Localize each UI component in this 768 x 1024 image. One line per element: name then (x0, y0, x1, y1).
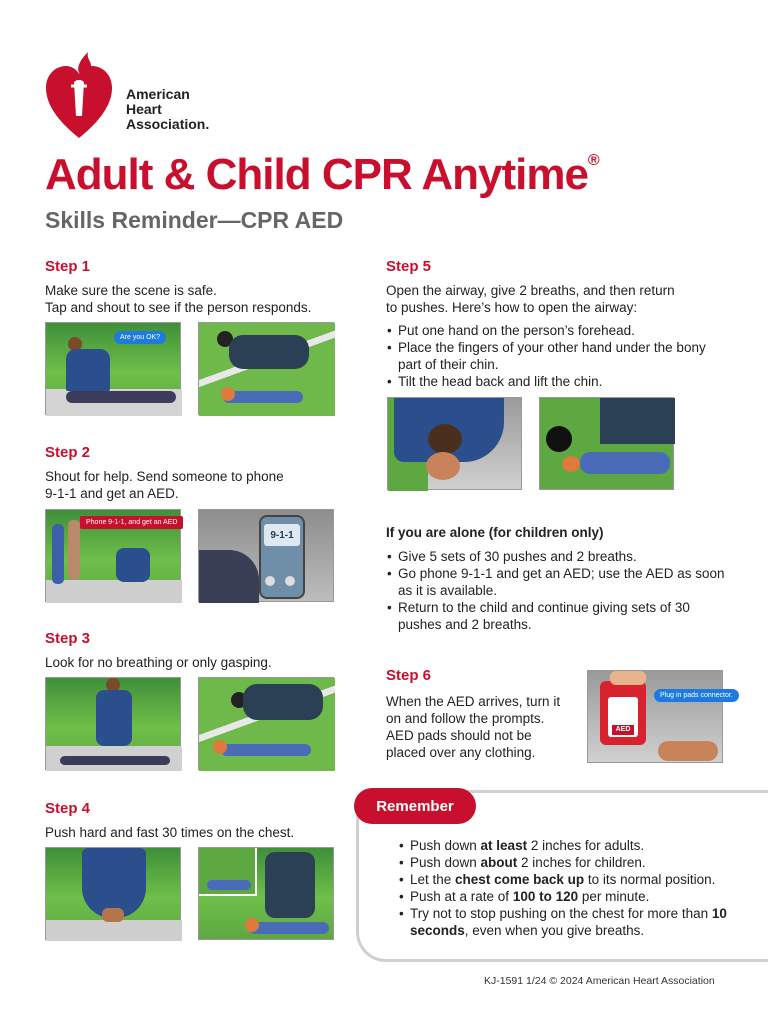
step-5-heading: Step 5 (386, 258, 432, 275)
step-6-line-4: placed over any clothing. (386, 745, 536, 760)
step-1-image-a (45, 322, 181, 415)
step-6-speech-bubble: Plug in pads connector. (654, 689, 739, 702)
remember-3-bold: chest come back up (455, 872, 585, 887)
remember-1-post: 2 inches for adults. (527, 838, 645, 853)
step-5-bullet-2: • Place the fingers of your other hand under the bony part of their chin. (398, 339, 728, 373)
remember-tab: Remember (354, 788, 476, 824)
remember-item-4 (410, 888, 750, 905)
title-text: Adult & Child CPR Anytime (45, 150, 588, 199)
step-2-heading: Step 2 (45, 444, 91, 461)
alone-bullet-3: • Return to the child and continue giving sets of 30 pushes and 2 breaths. (398, 599, 728, 633)
speaker-icon (265, 576, 275, 586)
phone-screen-label: 9-1-1 (264, 524, 300, 546)
phone-call-icon (285, 576, 295, 586)
logo-wordmark (126, 87, 209, 132)
remember-2-post: 2 inches for children. (517, 855, 646, 870)
step-4-heading: Step 4 (45, 800, 91, 817)
step-3-line-1: Look for no breathing or only gasping. (45, 655, 272, 670)
aha-logo (44, 46, 114, 140)
remember-item-3 (410, 871, 750, 888)
step-6-line-1: When the AED arrives, turn it (386, 694, 561, 709)
remember-item-5 (410, 905, 750, 939)
step-2-callout: Phone 9-1-1, and get an AED (80, 516, 183, 529)
remember-1-bold: at least (480, 838, 528, 853)
step-5-text (386, 282, 675, 316)
step-1-text (45, 282, 311, 316)
step-5-line-1: Open the airway, give 2 breaths, and then return (386, 283, 675, 298)
step-6-line-3: AED pads should not be (386, 728, 532, 743)
step-2-image-a (45, 509, 181, 602)
step-1-speech-bubble: Are you OK? (114, 331, 166, 344)
remember-list (398, 837, 750, 939)
step-5-bullet-3: • Tilt the head back and lift the chin. (398, 373, 728, 390)
page-title (45, 150, 599, 200)
remember-4-post: per minute. (578, 889, 650, 904)
alone-heading: If you are alone (for children only) (386, 525, 604, 540)
step-2-image-b (198, 509, 334, 602)
logo-line-2: Heart (126, 101, 162, 117)
footer-copyright: KJ-1591 1/24 © 2024 American Heart Association (484, 975, 715, 987)
logo-line-1: American (126, 86, 190, 102)
step-3-image-a (45, 677, 181, 770)
step-3-image-b (198, 677, 334, 770)
step-1-image-b (198, 322, 334, 415)
step-3-heading: Step 3 (45, 630, 91, 647)
step-6-image (587, 670, 733, 763)
remember-4-pre: Push at a rate of (410, 889, 513, 904)
step-5-image-a (387, 397, 522, 490)
remember-3-post: to its normal position. (584, 872, 716, 887)
remember-item-1 (410, 837, 750, 854)
step-6-heading: Step 6 (386, 667, 432, 684)
step-1-line-1: Make sure the scene is safe. (45, 283, 217, 298)
step-1-line-2: Tap and shout to see if the person responds. (45, 300, 312, 315)
remember-3-pre: Let the (410, 872, 456, 887)
step-6-line-2: on and follow the prompts. (386, 711, 545, 726)
remember-5-pre: Try not to stop pushing on the chest for more than (410, 906, 712, 921)
step-4-image-a (45, 847, 181, 940)
step-5-image-b (539, 397, 674, 490)
registered-mark: ® (587, 152, 599, 170)
step-2-line-1: Shout for help. Send someone to phone (45, 469, 284, 484)
aed-device-label: AED (612, 725, 634, 735)
remember-4-bold: 100 to 120 (512, 889, 579, 904)
heart-torch-icon (44, 46, 114, 140)
remember-2-pre: Push down (410, 855, 481, 870)
step-5-line-2: to pushes. Here’s how to open the airway: (386, 300, 638, 315)
remember-1-pre: Push down (410, 838, 481, 853)
alone-bullet-2: • Go phone 9-1-1 and get an AED; use the AED as soon as it is available. (398, 565, 728, 599)
page-subtitle: Skills Reminder—CPR AED (45, 207, 344, 233)
step-2-text (45, 468, 284, 502)
step-5-bullets (386, 322, 728, 390)
logo-line-3: Association. (126, 116, 210, 132)
remember-5-bold: 10 seconds (410, 906, 727, 938)
alone-bullets (386, 548, 728, 633)
step-4-image-b (198, 847, 334, 940)
remember-item-2 (410, 854, 750, 871)
remember-5-post: , even when you give breaths. (464, 923, 645, 938)
alone-bullet-1: • Give 5 sets of 30 pushes and 2 breaths. (398, 548, 728, 565)
step-2-line-2: 9-1-1 and get an AED. (45, 486, 179, 501)
step-6-text (386, 693, 560, 761)
step-4-line-1: Push hard and fast 30 times on the chest. (45, 825, 295, 840)
remember-2-bold: about (480, 855, 518, 870)
step-1-heading: Step 1 (45, 258, 91, 275)
step-5-bullet-1: • Put one hand on the person’s forehead. (398, 322, 728, 339)
